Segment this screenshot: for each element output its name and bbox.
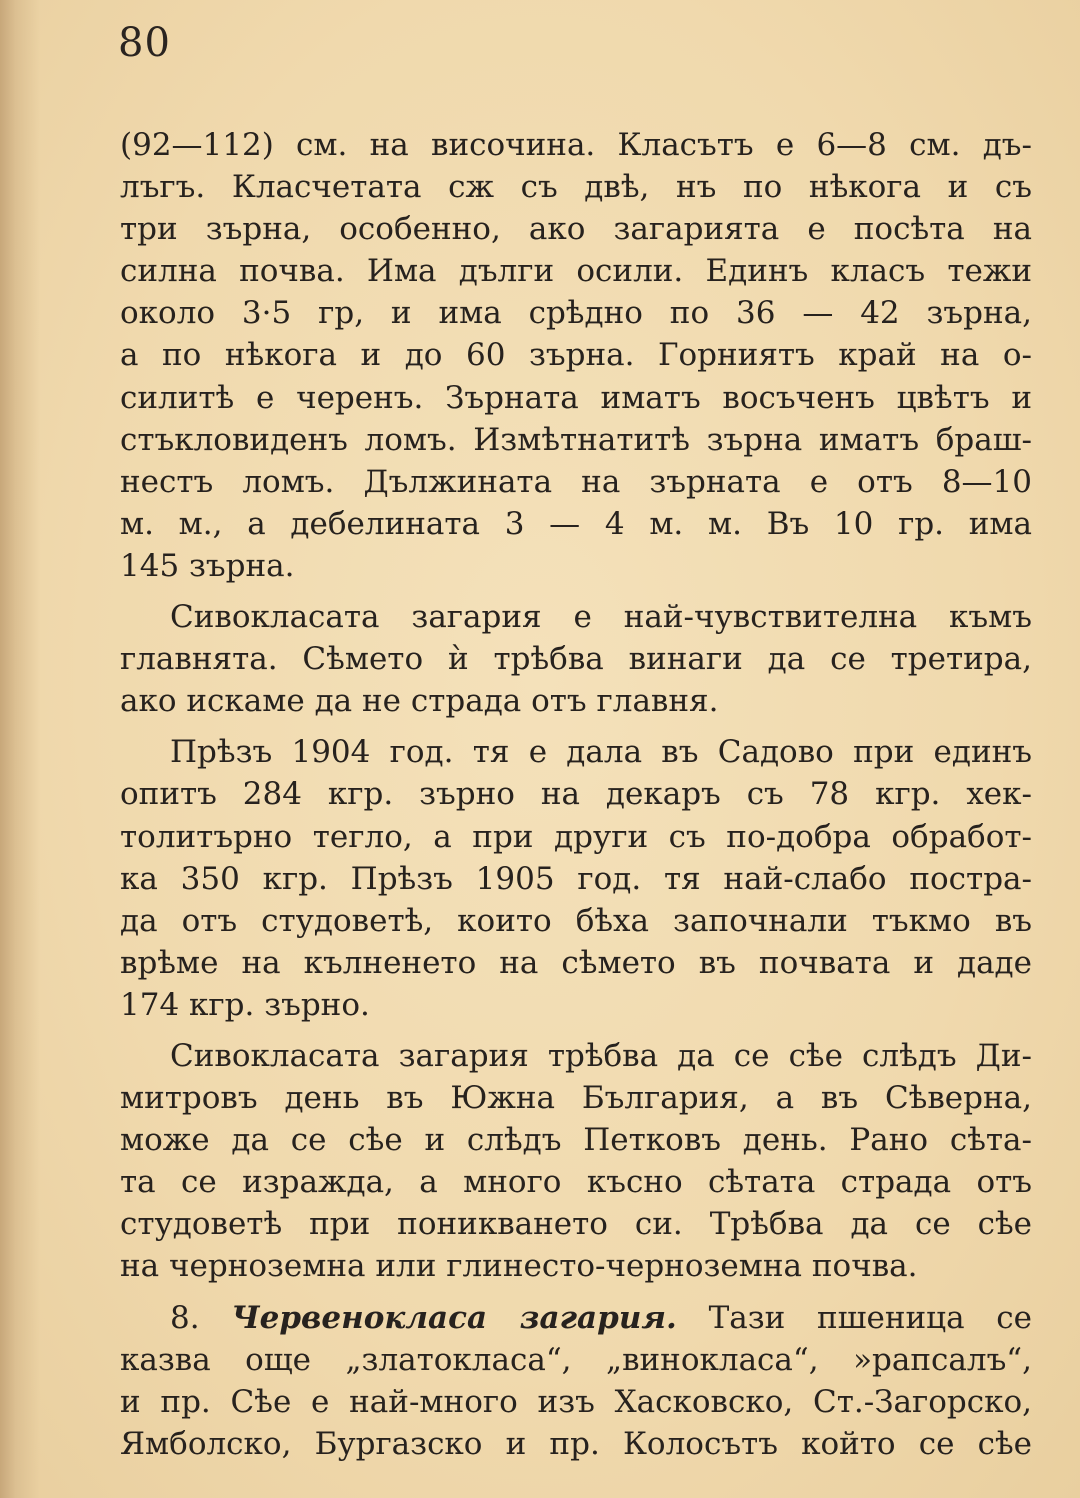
text-line: нестъ ломъ. Дължината на зърната е отъ 8—10: [120, 463, 1032, 500]
text-line: силитѣ е черенъ. Зърната иматъ восъченъ цвѣтъ и: [120, 379, 1032, 416]
text-line: митровъ день въ Южна България, а въ Сѣверна,: [120, 1080, 1032, 1117]
text-line: три зърна, особенно, ако загарията е посѣта на: [120, 211, 1032, 248]
text-line: да отъ студоветѣ, които бѣха започнали тъкмо въ: [120, 902, 1032, 939]
text-line: врѣме на кълненето на сѣмето въ почвата и даде: [120, 944, 1032, 981]
page-number: 80: [118, 20, 171, 66]
text-line: 174 кгр. зърно.: [120, 986, 370, 1023]
text-line: Сивокласата загария трѣбва да се сѣе слѣдъ Ди-: [170, 1037, 1032, 1074]
paragraph-2: [120, 596, 1032, 722]
text-line: ако искаме да не страда отъ главня.: [120, 683, 719, 720]
text-line: около 3·5 гр, и има срѣдно по 36 — 42 зърна,: [120, 295, 1032, 332]
text-line: а по нѣкога и до 60 зърна. Горниятъ край на о-: [120, 337, 1032, 374]
text-line: опитъ 284 кгр. зърно на декаръ съ 78 кгр. хек-: [120, 776, 1032, 813]
text-line: студоветѣ при поникването си. Трѣбва да се сѣе: [120, 1206, 1032, 1243]
text-line-first: [120, 1297, 1032, 1339]
text-line: Прѣзъ 1904 год. тя е дала въ Садово при единъ: [170, 734, 1032, 771]
text-line: на черноземна или глинесто-черноземна почва.: [120, 1248, 918, 1285]
text-line: м. м., а дебелината 3 — 4 м. м. Въ 10 гр. има: [120, 505, 1032, 542]
text-line: главнята. Сѣмето ѝ трѣбва винаги да се третира,: [120, 641, 1032, 678]
paragraph-4: [120, 1035, 1032, 1288]
text-line: Сивокласата загария е най-чувствителна къмъ: [170, 599, 1032, 636]
text-line: Ямболско, Бургазско и пр. Колосътъ който се сѣе: [120, 1425, 1032, 1462]
text-fragment: Тази пшеница се: [708, 1299, 1033, 1336]
text-line: стъкловиденъ ломъ. Измѣтнатитѣ зърна иматъ браш-: [120, 421, 1032, 458]
text-line: силна почва. Има дълги осили. Единъ класъ тежи: [120, 253, 1032, 290]
text-line: толитърно тегло, а при други съ по-добра обработ-: [120, 818, 1032, 855]
text-line: може да се сѣе и слѣдъ Петковъ день. Рано сѣта-: [120, 1122, 1032, 1159]
text-line: и пр. Сѣе е най-много изъ Хасковско, Ст.-Загорско,: [120, 1383, 1032, 1420]
text-line: (92—112) см. на височина. Класътъ е 6—8 см. дъ-: [120, 127, 1032, 163]
text-line: ка 350 кгр. Прѣзъ 1905 год. тя най-слабо пострa-: [120, 860, 1032, 897]
paragraph-3: [120, 731, 1032, 1026]
body-text: [120, 124, 1032, 1465]
section-number: 8.: [170, 1299, 200, 1336]
text-line: 145 зърна.: [120, 547, 295, 584]
text-line: лъгъ. Класчетата сж съ двѣ, нъ по нѣкога и съ: [120, 169, 1032, 206]
paragraph-1: [120, 124, 1032, 587]
section-heading: Червенокласа загария.: [231, 1299, 677, 1336]
text-line: казва още „златокласа“, „винокласа“, »рапсалъ“,: [120, 1341, 1032, 1378]
paragraph-5: [120, 1297, 1032, 1465]
page-binding-shadow: [0, 0, 40, 1498]
text-line: та се изражда, а много късно сѣтата страда отъ: [120, 1164, 1032, 1201]
